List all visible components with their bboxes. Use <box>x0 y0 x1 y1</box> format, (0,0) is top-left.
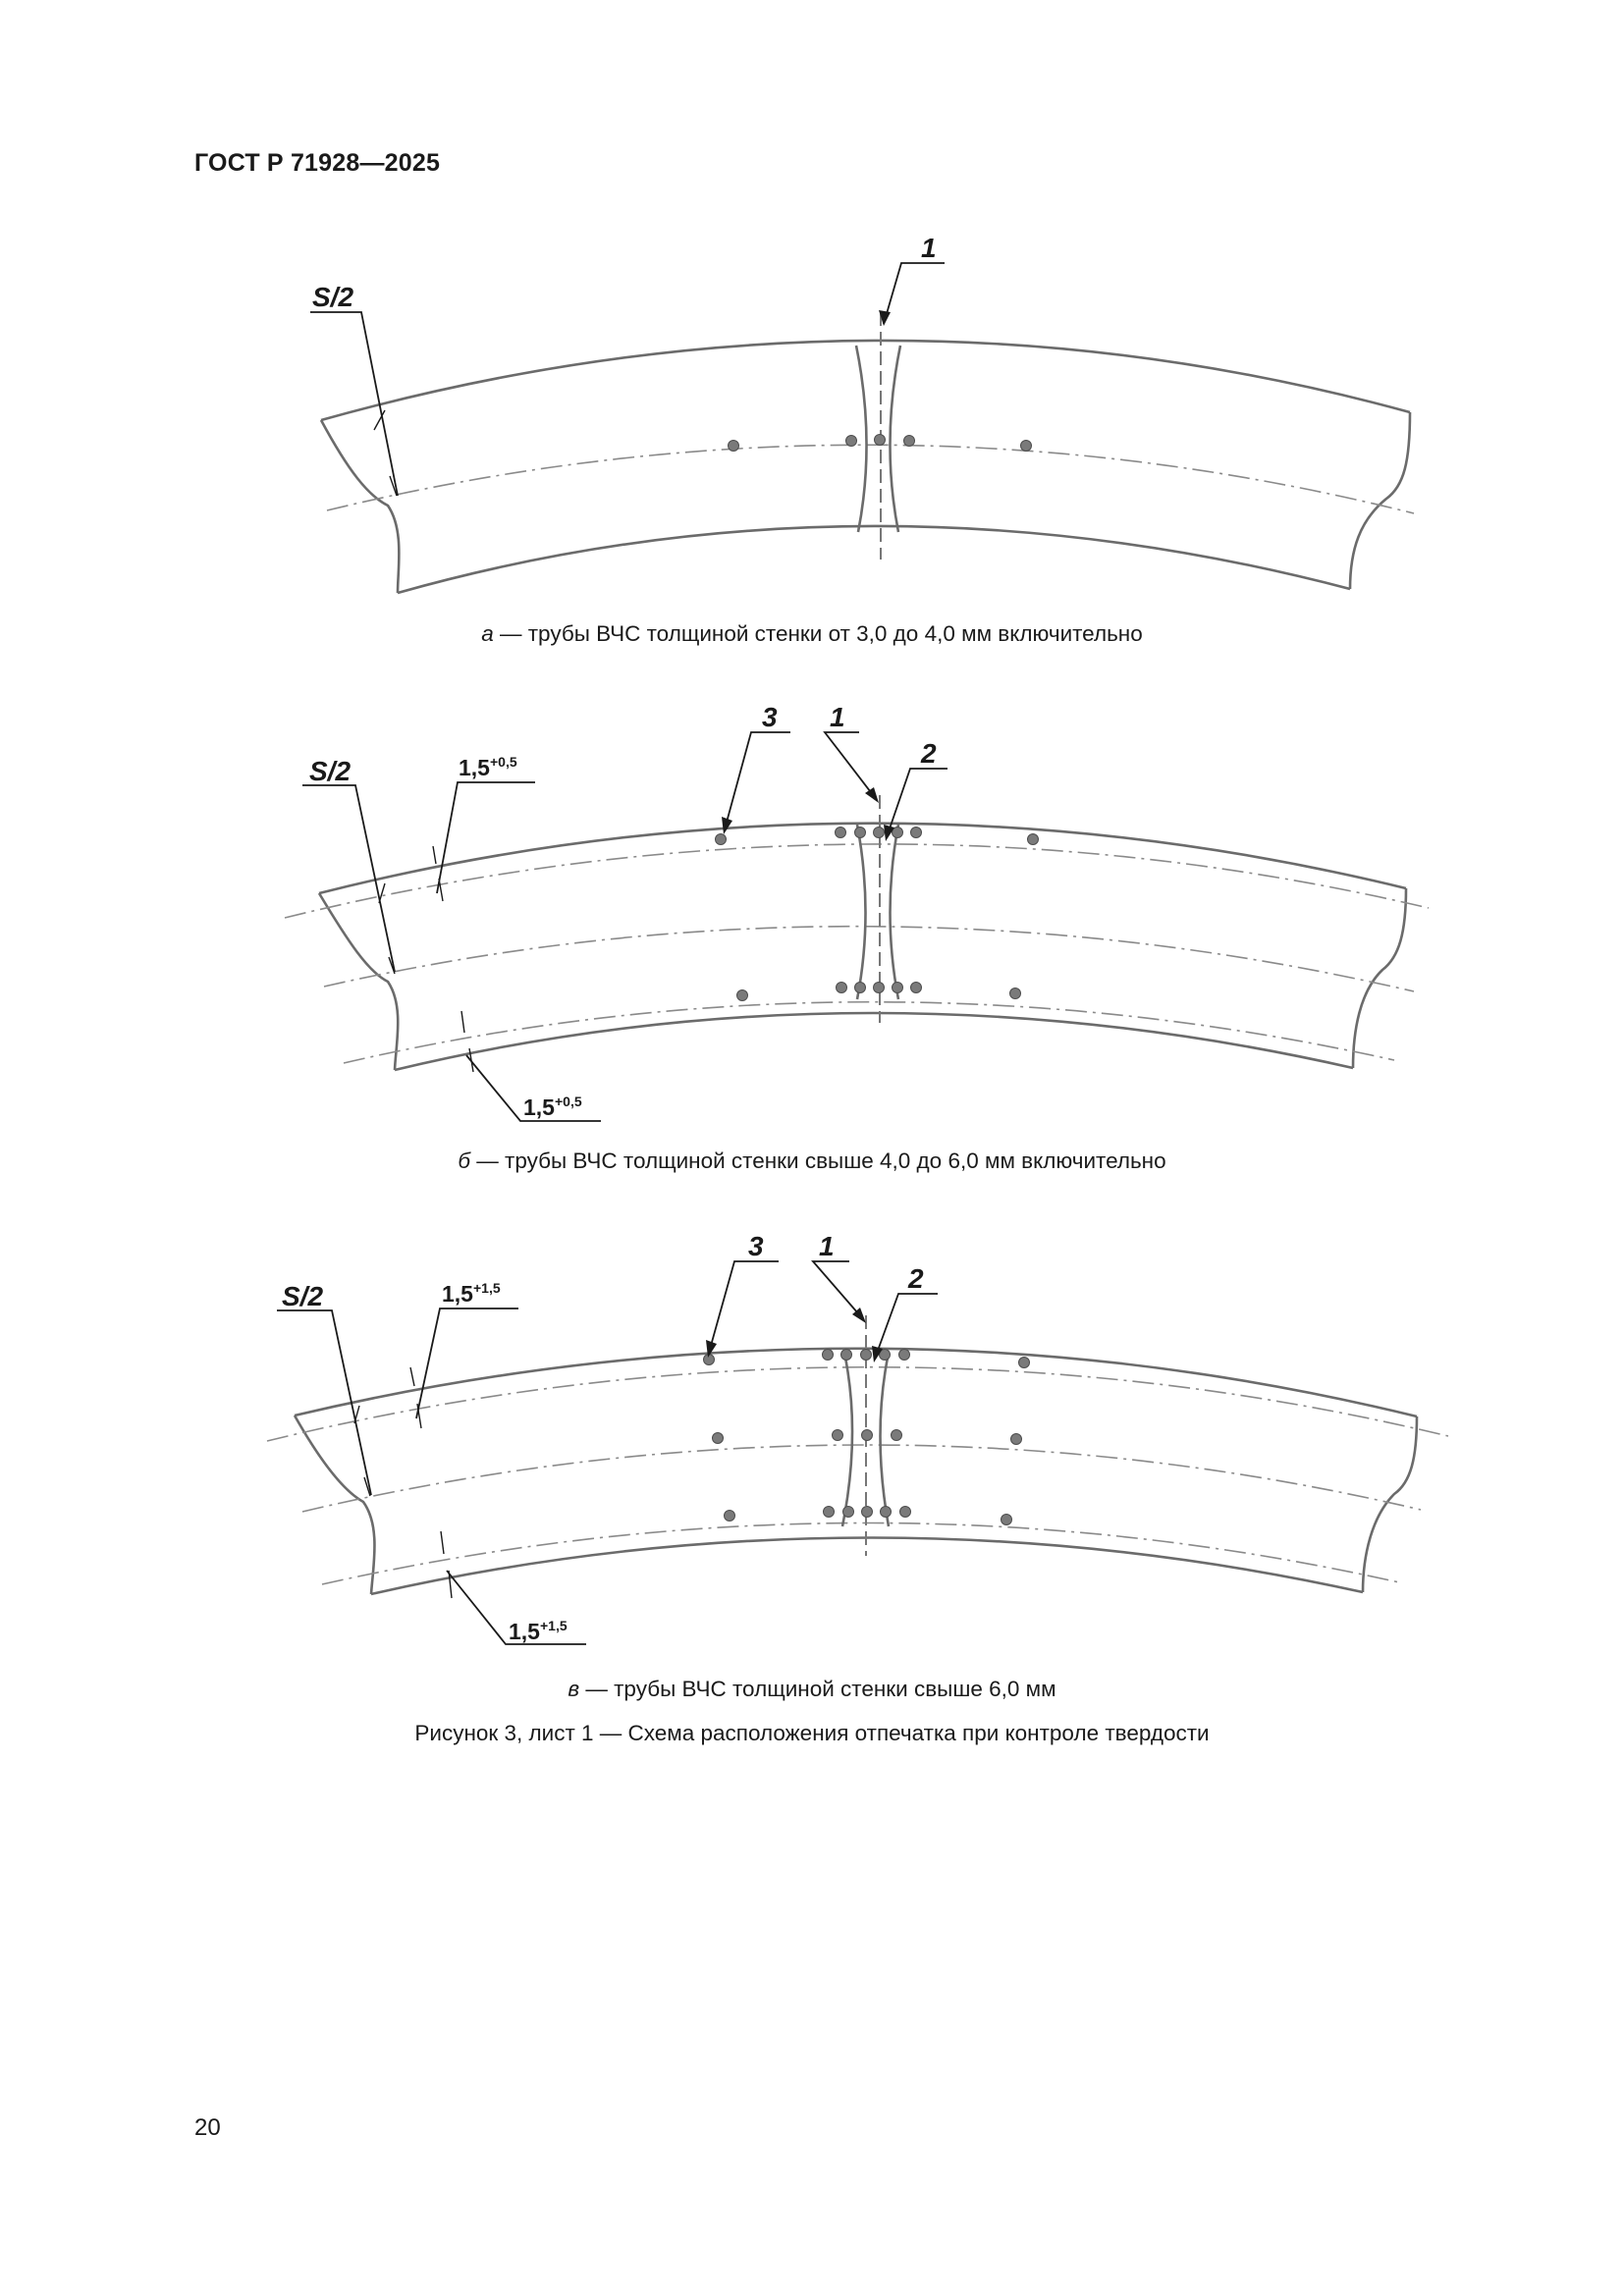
panel-c-left-break <box>295 1415 375 1594</box>
panel-a-inner-surface <box>398 526 1350 593</box>
panel-c-indent-point <box>881 1507 892 1518</box>
panel-a-weld-left <box>856 346 867 532</box>
panel-b-drawing <box>285 702 1429 1121</box>
panel-c-indent-point <box>823 1350 834 1361</box>
panel-c-inner-surface <box>371 1537 1363 1594</box>
panel-b-dim-top-label <box>459 754 517 780</box>
panel-c-dim-bottom-tol: +1,5 <box>539 1618 568 1633</box>
panel-a-indent-point <box>875 435 886 446</box>
panel-c-upper-line <box>267 1367 1448 1441</box>
panel-c-indent-point <box>1001 1515 1012 1525</box>
panel-c-callout-3-leader <box>709 1261 779 1353</box>
panel-a-indent-point <box>904 436 915 447</box>
panel-a-callout-1-leader <box>884 263 945 324</box>
panel-b-caption-text: — трубы ВЧС толщиной стенки свыше 4,0 до 6,0 мм включительно <box>470 1148 1166 1173</box>
panel-a-caption <box>0 621 1624 647</box>
panel-b-weld-right <box>891 825 899 999</box>
panel-b-indent-point <box>911 983 922 993</box>
panel-c-lower-line <box>322 1522 1399 1584</box>
panel-a-indent-point <box>846 436 857 447</box>
panel-b-caption <box>0 1148 1624 1174</box>
panel-c-letter: в <box>568 1677 580 1701</box>
panel-c-dim-top-tol: +1,5 <box>472 1280 501 1296</box>
panel-c-indent-point <box>900 1507 911 1518</box>
panel-b-dim-top-leader <box>437 782 535 893</box>
figure-caption: Рисунок 3, лист 1 — Схема расположения отпечатка при контроле твердости <box>414 1721 1210 1745</box>
panel-b-callout-3-arrowhead <box>722 817 732 834</box>
panel-b-dim-bottom-arrow1 <box>461 1011 464 1033</box>
panel-b-callout-3-label: 3 <box>762 702 778 732</box>
panel-b-callout-1-arrowhead <box>865 787 879 803</box>
panel-b-indent-point <box>874 828 885 838</box>
panel-c-callout-3-label: 3 <box>748 1231 764 1261</box>
panel-c-indent-point <box>833 1430 843 1441</box>
panel-c-outer-surface <box>295 1349 1417 1416</box>
panel-a-callout-1-label: 1 <box>921 233 937 263</box>
panel-b-s2-label: S/2 <box>309 756 352 786</box>
panel-c-drawing <box>267 1231 1448 1644</box>
panel-c-caption-text: — трубы ВЧС толщиной стенки свыше 6,0 мм <box>579 1677 1056 1701</box>
panel-c-dim-bottom-label <box>509 1618 568 1644</box>
panel-c-indent-point <box>1011 1434 1022 1445</box>
panel-c-dim-bottom-arrow1 <box>441 1531 444 1554</box>
panel-b-lower-line <box>344 1002 1394 1063</box>
panel-c-weld-right <box>881 1353 890 1526</box>
panel-b-dim-bottom-base: 1,5 <box>523 1095 555 1120</box>
panel-b-indent-point <box>855 828 866 838</box>
panel-b-indent-point <box>837 983 847 993</box>
panel-b-callout-1-leader <box>825 732 877 800</box>
panel-b-indent-point <box>855 983 866 993</box>
panel-c-indent-point <box>899 1350 910 1361</box>
panel-a-indent-point <box>1021 441 1032 452</box>
panel-b-upper-line <box>285 844 1429 918</box>
panel-c-callout-1-label: 1 <box>819 1231 835 1261</box>
panel-b-dim-bottom-tol: +0,5 <box>554 1094 582 1109</box>
panel-b-indent-point <box>737 990 748 1001</box>
panel-c-right-break <box>1363 1416 1417 1592</box>
panel-a-center-line <box>327 445 1414 513</box>
panel-c-dim-top-label <box>442 1280 501 1307</box>
panel-b-dim-top-base: 1,5 <box>459 755 490 780</box>
panel-a-weld-right <box>890 346 900 532</box>
panel-b-indent-point <box>874 983 885 993</box>
panel-c-dim-bottom-base: 1,5 <box>509 1619 540 1644</box>
panel-c-dim-top-base: 1,5 <box>442 1281 473 1307</box>
panel-c-indent-point <box>841 1350 852 1361</box>
panel-b-dim-top-arrow2 <box>439 879 443 901</box>
panel-b-indent-point <box>911 828 922 838</box>
page-number: 20 <box>194 2114 221 2141</box>
panel-b-indent-point <box>836 828 846 838</box>
document-header: ГОСТ Р 71928—2025 <box>194 149 441 177</box>
panel-b-indent-point <box>1028 834 1039 845</box>
panel-b-indent-point <box>893 983 903 993</box>
panel-b-dim-bottom-label <box>523 1094 582 1120</box>
panel-b-center-line <box>324 927 1414 991</box>
panel-b-weld-left <box>857 825 866 999</box>
panel-c-indent-point <box>861 1350 872 1361</box>
panel-c-dim-top-leader <box>416 1308 518 1418</box>
panel-c-center-line <box>302 1445 1421 1512</box>
panel-a-letter: а <box>481 621 494 646</box>
panel-b-callout-1-label: 1 <box>830 702 845 732</box>
panel-c-indent-point <box>892 1430 902 1441</box>
panel-c-indent-point <box>843 1507 854 1518</box>
panel-b-right-break <box>1353 888 1406 1068</box>
panel-a-caption-text: — трубы ВЧС толщиной стенки от 3,0 до 4,0 мм включительно <box>493 621 1143 646</box>
panel-a-right-break <box>1350 412 1410 589</box>
panel-b-indent-point <box>1010 988 1021 999</box>
panel-c-dim-top-arrow1 <box>410 1367 414 1386</box>
panel-a-drawing <box>310 233 1414 593</box>
panel-a-s2-label: S/2 <box>312 282 354 312</box>
panel-b-left-break <box>319 893 398 1070</box>
panel-b-letter: б <box>458 1148 471 1173</box>
panel-b-indent-point <box>716 834 727 845</box>
panel-b-dim-top-tol: +0,5 <box>489 754 517 770</box>
panel-c-indent-point <box>862 1430 873 1441</box>
panel-c-caption <box>0 1677 1624 1702</box>
panel-b-s2-arrow-up <box>379 883 385 903</box>
panel-c-indent-point <box>862 1507 873 1518</box>
panel-a-indent-point <box>729 441 739 452</box>
panel-c-indent-point <box>725 1511 735 1522</box>
panel-b-callout-3-leader <box>725 732 790 829</box>
panel-c-callout-2-label: 2 <box>908 1263 924 1294</box>
panel-c-indent-point <box>824 1507 835 1518</box>
panel-c-s2-label: S/2 <box>282 1281 324 1311</box>
panel-c-weld-left <box>842 1353 852 1526</box>
panel-c-indent-point <box>1019 1358 1030 1368</box>
panel-c-indent-point <box>713 1433 724 1444</box>
panel-b-dim-top-arrow1 <box>433 846 436 864</box>
panel-b-callout-2-label: 2 <box>921 738 937 769</box>
panel-b-inner-surface <box>395 1013 1353 1070</box>
